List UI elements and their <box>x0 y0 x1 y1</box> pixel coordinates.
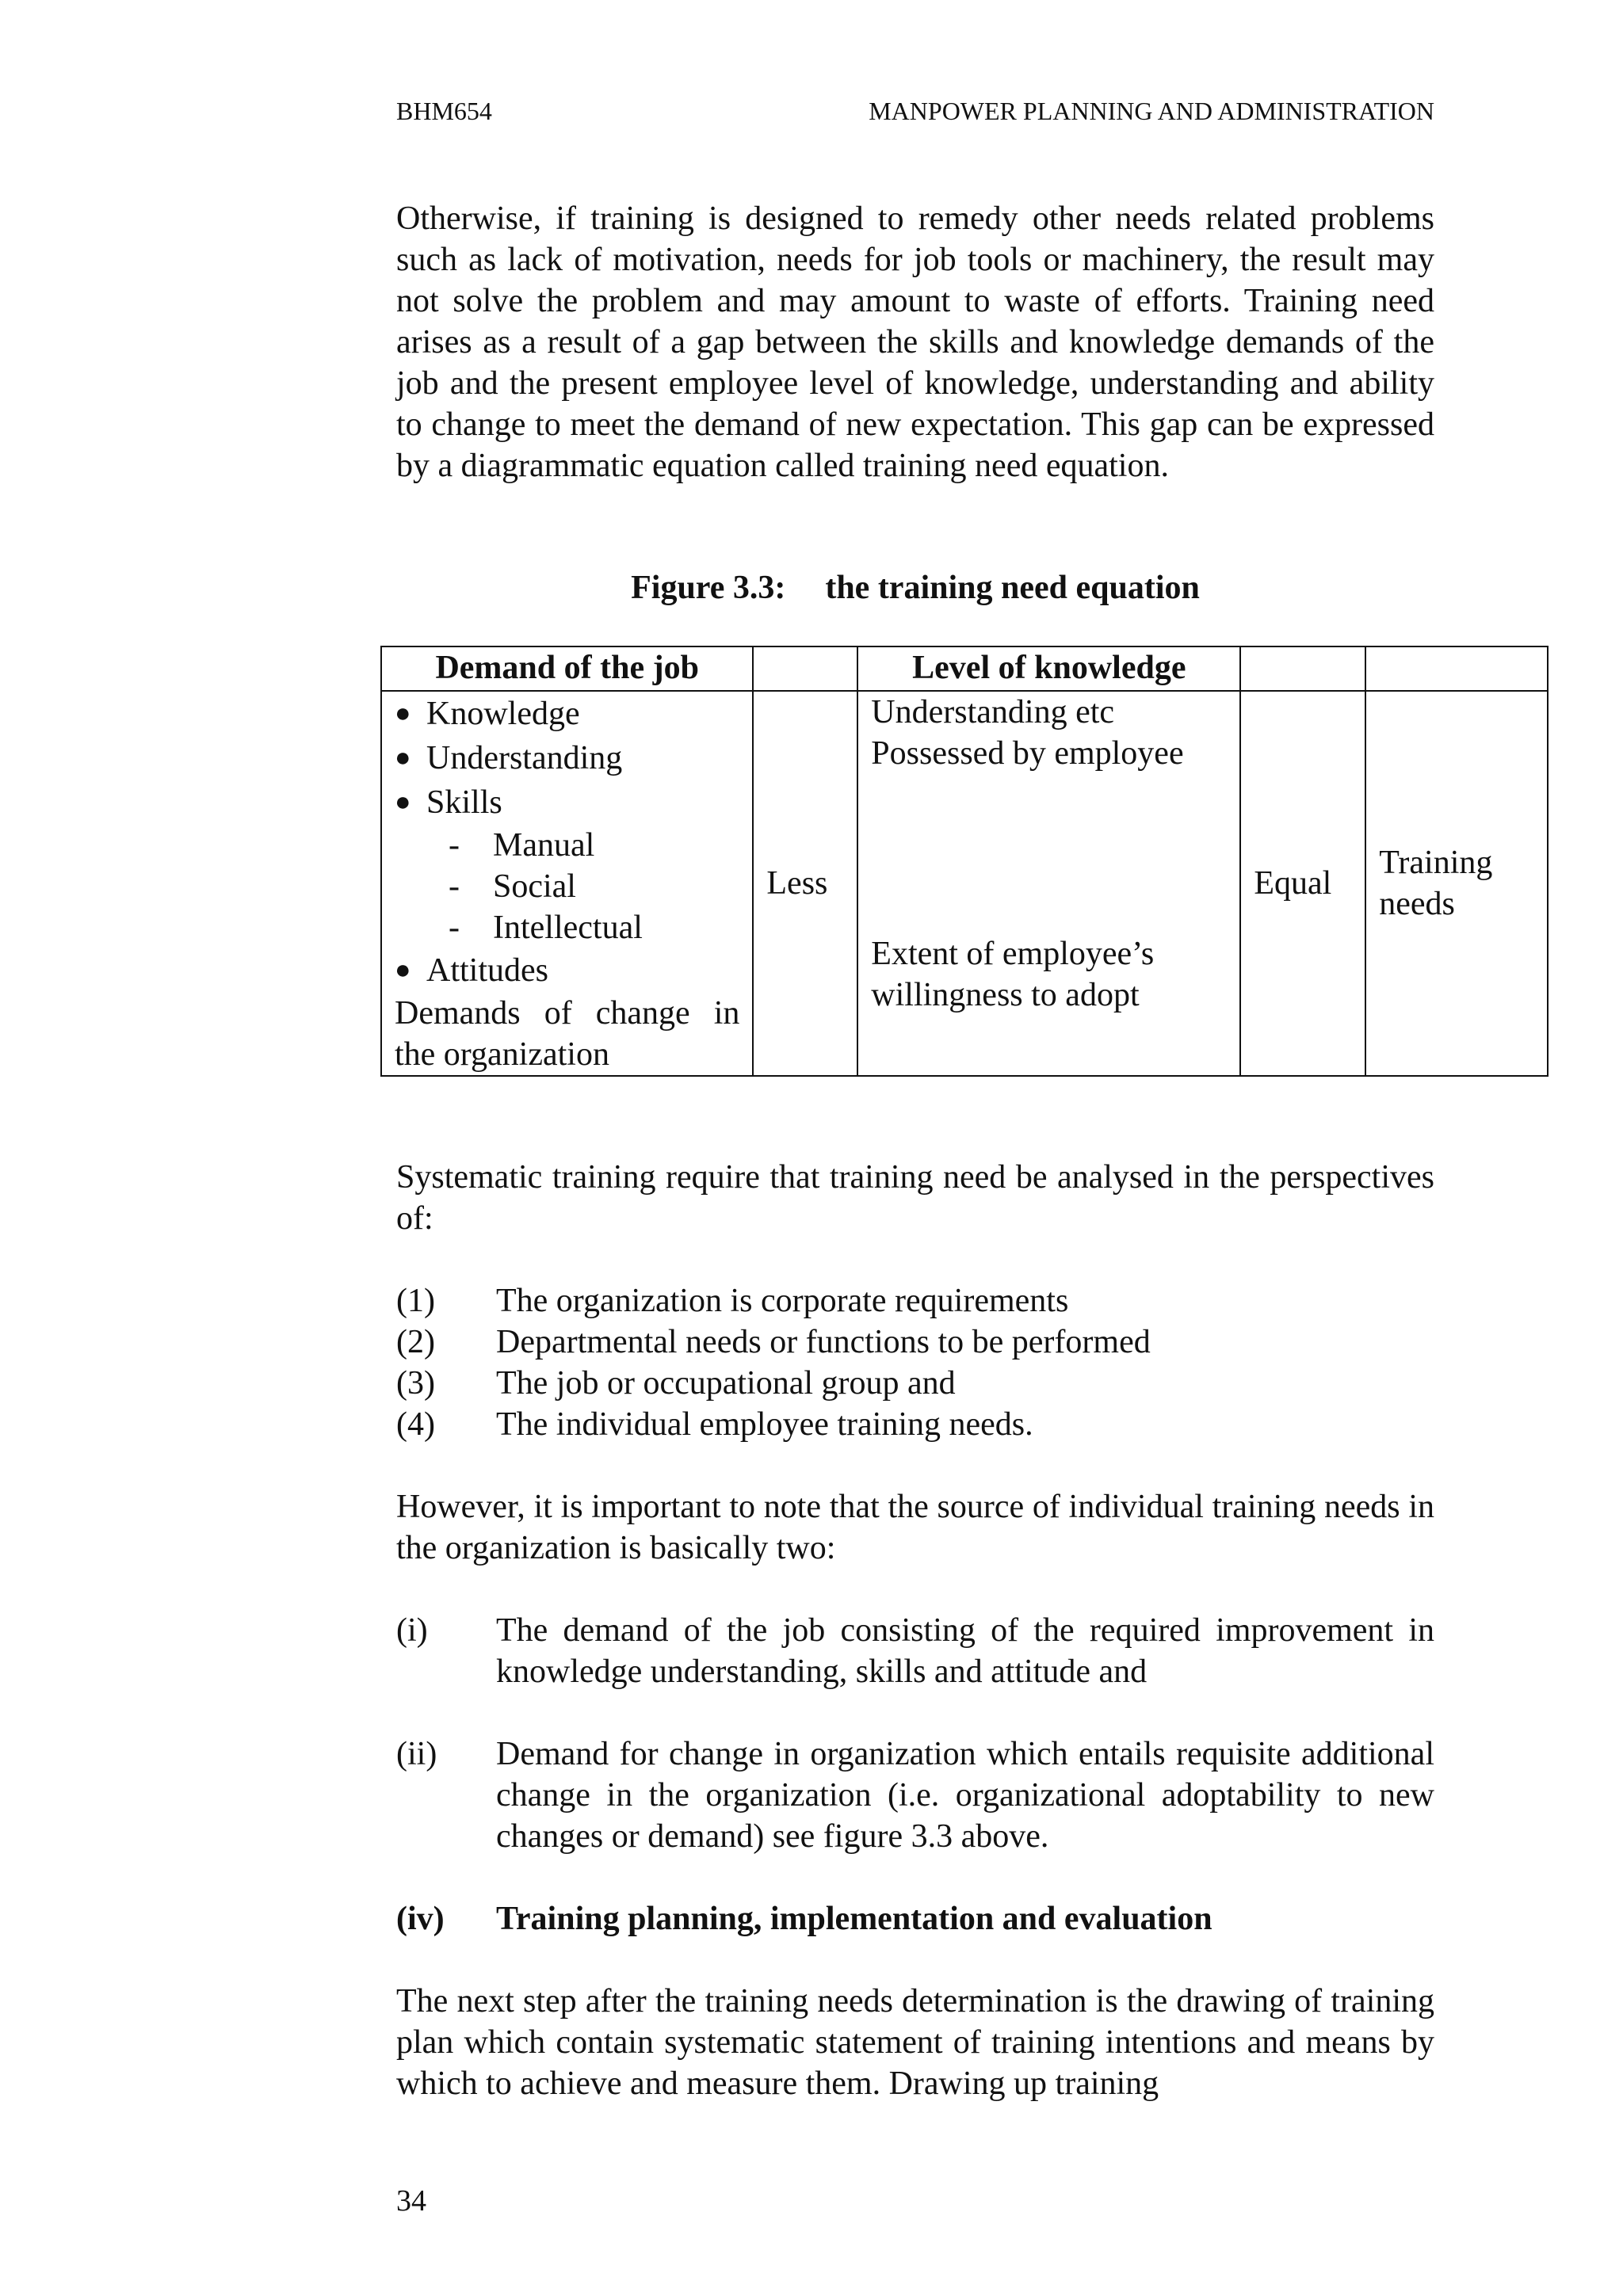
list-item: - Manual <box>449 827 595 864</box>
however-paragraph: However, it is important to note that the source of individual training needs in the organization is basically two: <box>396 1489 1434 1566</box>
next-step-paragraph: The next step after the training needs determination is the drawing of training plan which contain systematic statement of training intentions and means by which to achieve and measure them. Drawing up training <box>396 1983 1434 2102</box>
knowledge-cell <box>857 691 1240 1076</box>
list-item: - Intellectual <box>449 910 643 946</box>
section-heading: (iv) Training planning, implementation and evaluation <box>396 1901 1212 1937</box>
list-item: ● Knowledge <box>395 692 739 736</box>
knowledge-top-text: Understanding etc Possessed by employee <box>871 694 1184 772</box>
bullet-icon: ● <box>395 743 411 772</box>
operator-equal: Equal <box>1240 691 1365 1076</box>
figure-caption <box>396 569 1434 607</box>
result-cell: Training needs <box>1365 691 1548 1076</box>
list-item: - Social <box>449 868 576 905</box>
course-code: BHM654 <box>396 97 492 125</box>
figure-number: Figure 3.3: <box>631 570 786 606</box>
training-need-equation-table <box>380 646 1549 1077</box>
operator-less: Less <box>753 691 857 1076</box>
table-header-row <box>381 646 1548 691</box>
list-item: ● Attitudes <box>395 948 739 993</box>
demand-change-text: Demands of change in the organization <box>395 995 740 1073</box>
perspectives-list <box>396 1280 1434 1445</box>
systematic-paragraph: Systematic training require that training need be analysed in the perspectives of: <box>396 1159 1434 1237</box>
figure-title: the training need equation <box>825 570 1200 606</box>
bullet-icon: ● <box>395 788 411 817</box>
bullet-icon: ● <box>395 955 411 985</box>
list-item: (3) The job or occupational group and <box>396 1365 956 1402</box>
list-item: ● Understanding <box>395 736 739 780</box>
header-empty-1 <box>753 646 857 691</box>
intro-paragraph: Otherwise, if training is designed to remedy other needs related problems such as lack of motivation, needs for job tools or machinery, the result may not solve the problem and may amount to waste of efforts. Training need arises as a result of a gap between the skills and knowledge demands of the job and the present employee level of knowledge, understanding and ability to change to meet the demand of new expectation. This gap can be expressed by a diagrammatic equation called training need equation. <box>396 200 1434 484</box>
bullet-icon: ● <box>395 699 411 728</box>
header-demand-of-job: Demand of the job <box>381 646 753 691</box>
header-empty-2 <box>1240 646 1365 691</box>
table-body-row <box>381 691 1548 1076</box>
page-number: 34 <box>396 2184 426 2218</box>
header-empty-3 <box>1365 646 1548 691</box>
list-item: (i) The demand of the job consisting of the required improvement in knowledge understanding, skills and attitude and <box>396 1612 1434 1690</box>
list-item: ● Skills <box>395 780 739 825</box>
running-header <box>396 97 1434 126</box>
course-title: MANPOWER PLANNING AND ADMINISTRATION <box>869 97 1434 125</box>
demand-cell <box>381 691 753 1076</box>
list-item: (4) The individual employee training needs. <box>396 1406 1033 1443</box>
knowledge-bottom-text: Extent of employee’s willingness to adopt <box>871 936 1155 1013</box>
list-item: (2) Departmental needs or functions to be performed <box>396 1324 1151 1360</box>
list-item: (ii) Demand for change in organization which entails requisite additional change in the organization (i.e. organizational adoptability to new changes or demand) see figure 3.3 above. <box>396 1736 1434 1855</box>
sources-list-item-2 <box>396 1733 1434 1857</box>
header-level-of-knowledge: Level of knowledge <box>857 646 1240 691</box>
sources-list-item-1 <box>396 1610 1434 1692</box>
list-item: (1) The organization is corporate requirements <box>396 1283 1069 1319</box>
